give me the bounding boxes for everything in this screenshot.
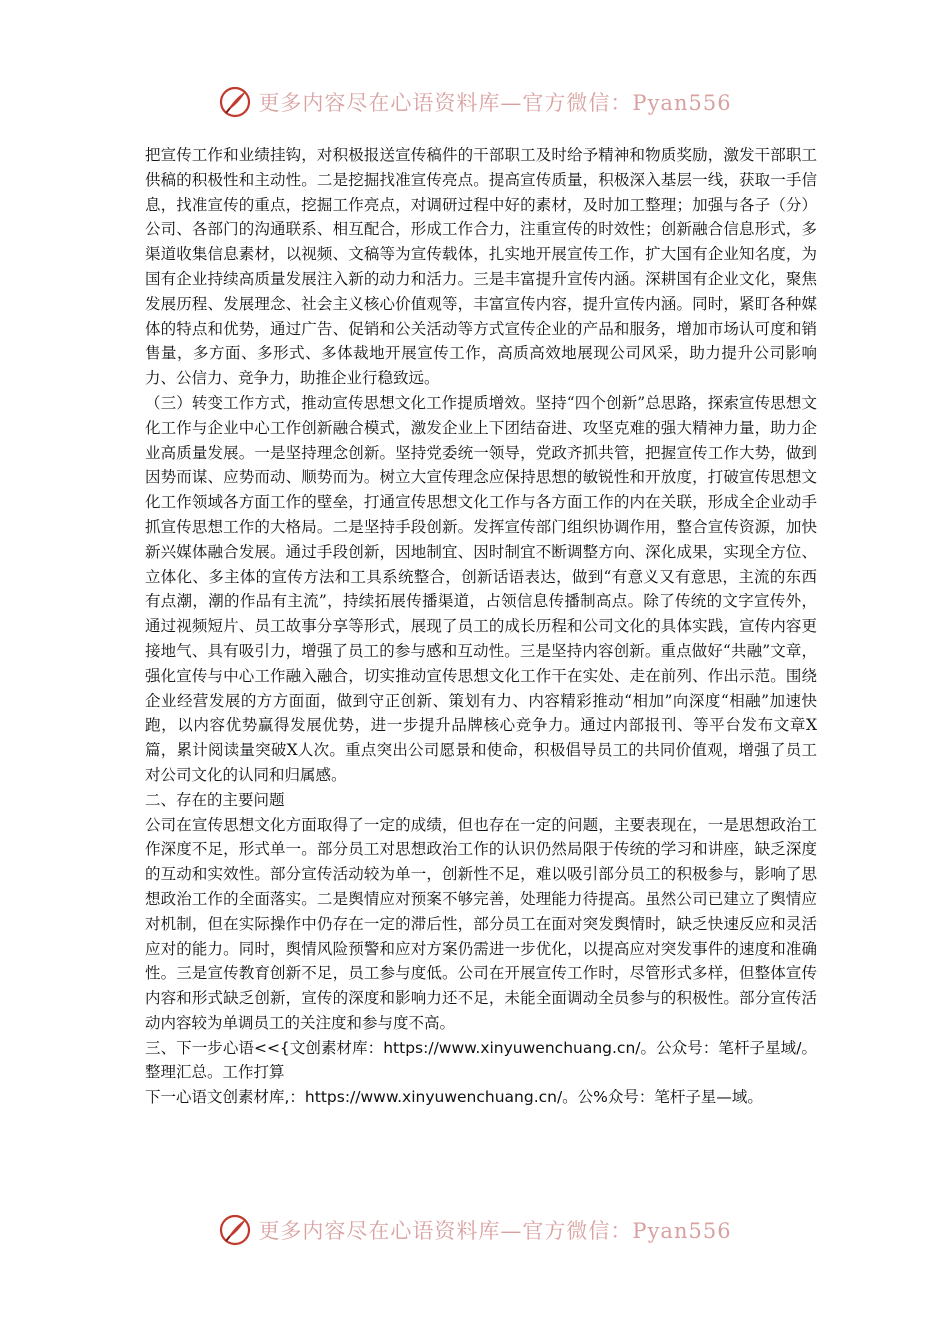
watermark-text: 更多内容尽在心语资料库—官方微信：Pyan556 bbox=[258, 91, 732, 115]
header-watermark-banner bbox=[0, 80, 950, 124]
quill-pen-logo-icon bbox=[218, 1213, 252, 1247]
paragraph-work-methods: （三）转变工作方式，推动宣传思想文化工作提质增效。坚持“四个创新”总思路，探索宣传思想文化工作与企业中心工作创新融合模式，激发企业上下团结奋进、攻坚克难的强大精神力量，助力企业高质量发展。一是坚持理念创新。坚持党委统一领导，党政齐抓共管，把握宣传工作大势，做到因势而谋、应势而动、顺势而为。树立大宣传理念应保持思想的敏锐性和开放度，打破宣传思想文化工作领域各方面工作的壁垒，打通宣传思想文化工作与各方面工作的内在关联，形成全企业动手抓宣传思想工作的大格局。二是坚持手段创新。发挥宣传部门组织协调作用，整合宣传资源，加快新兴媒体融合发展。通过手段创新，因地制宜、因时制宜不断调整方向、深化成果，实现全方位、立体化、多主体的宣传方法和工具系统整合，创新话语表达，做到“有意义又有意思，主流的东西有点潮，潮的作品有主流”，持续拓展传播渠道，占领信息传播制高点。除了传统的文字宣传外，通过视频短片、员工故事分享等形式，展现了员工的成长历程和公司文化的具体实践，宣传内容更接地气、具有吸引力，增强了员工的参与感和互动性。三是坚持内容创新。重点做好“共融”文章，强化宣传与中心工作融入融合，切实推动宣传思想文化工作干在实处、走在前列、作出示范。围绕企业经营发展的方方面面，做到守正创新、策划有力、内容精彩推动“相加”向深度“相融”加速快跑，以内容优势赢得发展优势，进一步提升品牌核心竞争力。通过内部报刊、等平台发布文章X篇，累计阅读量突破X人次。重点突出公司愿景和使命，积极倡导员工的共同价值观，增强了员工对公司文化的认同和归属感。 bbox=[145, 393, 817, 784]
paragraph-publicity-quality: 把宣传工作和业绩挂钩，对积极报送宣传稿件的干部职工及时给予精神和物质奖励，激发干部职工供稿的积极性和主动性。二是挖掘找准宣传亮点。提高宣传质量，积极深入基层一线，获取一手信息，找准宣传的重点，挖掘工作亮点，对调研过程中好的素材，及时加工整理；加强与各子（分）公司、各部门的沟通联系、相互配合，形成工作合力，注重宣传的时效性；创新融合信息形式，多渠道收集信息素材，以视频、文稿等为宣传载体，扎实地开展宣传工作，扩大国有企业知名度，为国有企业持续高质量发展注入新的动力和活力。三是丰富提升宣传内涵。深耕国有企业文化，聚焦发展历程、发展理念、社会主义核心价值观等，丰富宣传内容，提升宣传内涵。同时，紧盯各种媒体的特点和优势，通过广告、促销和公关活动等方式宣传企业的产品和服务，增加市场认可度和销售量，多方面、多形式、多体裁地开展宣传工作，高质高效地展现公司风采，助力提升公司影响力、公信力、竞争力，助推企业行稳致远。 bbox=[145, 146, 817, 388]
quill-pen-logo-icon bbox=[218, 85, 252, 119]
footer-watermark-banner bbox=[0, 1208, 950, 1252]
paragraph-problems: 公司在宣传思想文化方面取得了一定的成绩，但也存在一定的问题，主要表现在，一是思想政治工作深度不足，形式单一。部分员工对思想政治工作的认识仍然局限于传统的学习和讲座，缺乏深度的互动和实效性。部分宣传活动较为单一，创新性不足，难以吸引部分员工的积极参与，影响了思想政治工作的全面落实。二是舆情应对预案不够完善，处理能力待提高。虽然公司已建立了舆情应对机制，但在实际操作中仍存在一定的滞后性，部分员工在面对突发舆情时，缺乏快速反应和灵活应对的能力。同时，舆情风险预警和应对方案仍需进一步优化，以提高应对突发事件的速度和准确性。三是宣传教育创新不足，员工参与度低。公司在开展宣传工作时，尽管形式多样，但整体宣传内容和形式缺乏创新，宣传的深度和影响力还不足，未能全面调动全员参与的积极性。部分宣传活动内容较为单调员工的关注度和参与度不高。 bbox=[145, 815, 817, 1032]
section-heading-problems: 二、存在的主要问题 bbox=[145, 790, 285, 809]
paragraph-source-note: 下一心语文创素材库,：https://www.xinyuwenchuang.cn/。公%众号：笔杆子星—域。 bbox=[145, 1088, 763, 1107]
watermark-text: 更多内容尽在心语资料库—官方微信：Pyan556 bbox=[258, 1219, 732, 1243]
section-heading-next-steps: 三、下一步心语<<{文创素材库：https://www.xinyuwenchuang.cn/。公众号：笔杆子星域/。整理汇总。工作打算 bbox=[145, 1038, 817, 1082]
document-body bbox=[145, 143, 817, 1110]
